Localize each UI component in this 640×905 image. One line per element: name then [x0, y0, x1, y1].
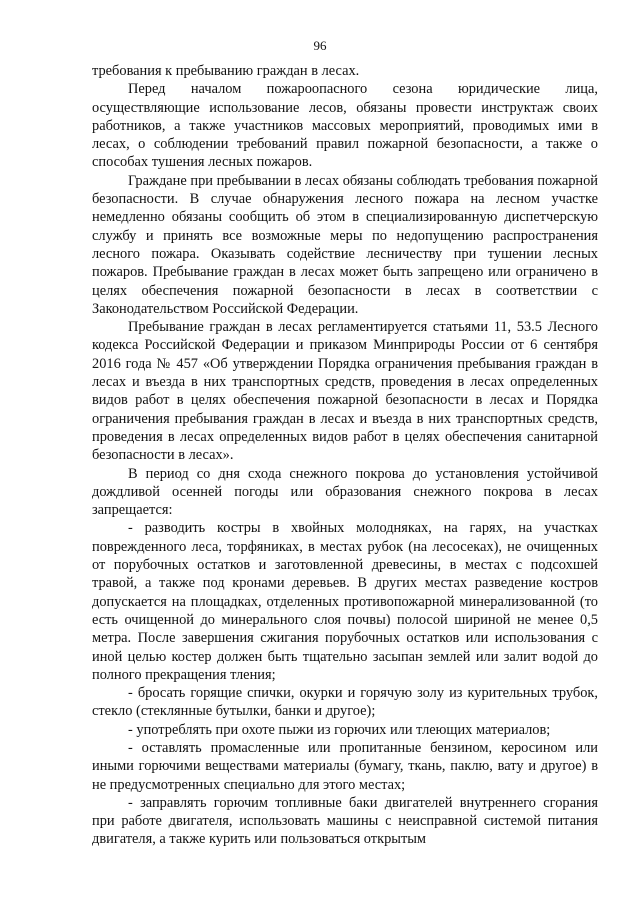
list-item: - употреблять при охоте пыжи из горючих или тлеющих материалов;	[128, 721, 551, 738]
list-item: - разводить костры в хвойных молодняках, на гарях, на участках поврежденного леса, торфяниках, в местах рубок (на лесосеках), не очищенных от порубочных остатков и заготовленной древесины, в местах с подсохшей травой, а также под кронами деревьев. В других местах разведение костров допускается на площадках, отделенных противопожарной минерализованной (то есть очищенной до минерального слоя почвы) полосой шириной не менее 0,5 метра. После завершения сжигания порубочных остатков или использования с иной целью костер должен быть тщательно засыпан землей или залит водой до полного прекращения тления;	[92, 520, 598, 683]
list-item: - бросать горящие спички, окурки и горячую золу из курительных трубок, стекло (стеклянные бутылки, банки и другое);	[92, 685, 598, 720]
paragraph: Пребывание граждан в лесах регламентируется статьями 11, 53.5 Лесного кодекса Российской Федерации и приказом Минприроды России от 6 сентября 2016 года № 457 «Об утверждении Порядка ограничения пребывания граждан в лесах и въезда в них транспортных средств, проведения в лесах определенных видов работ в целях обеспечения пожарной безопасности в лесах и Порядка ограничения пребывания граждан в лесах и въезда в них транспортных средств, проведения в лесах определенных видов работ в целях обеспечения санитарной безопасности в лесах».	[92, 319, 598, 464]
paragraph: Перед началом пожароопасного сезона юридические лица, осуществляющие использование лесов, обязаны провести инструктаж своих работников, а также участников массовых мероприятий, проводимых ими в лесах, о соблюдении требований правил пожарной безопасности, а также о способах тушения лесных пожаров.	[92, 81, 598, 171]
list-item: - заправлять горючим топливные баки двигателей внутреннего сгорания при работе двигателя, использовать машины с неисправной системой питания двигателя, а также курить или пользоваться открытым	[92, 794, 598, 848]
body-text	[92, 62, 598, 849]
list-item: - оставлять промасленные или пропитанные бензином, керосином или иными горючими веществами материалы (бумагу, ткань, паклю, вату и другое) в не предусмотренных специально для этого местах;	[92, 739, 598, 793]
paragraph: Граждане при пребывании в лесах обязаны соблюдать требования пожарной безопасности. В случае обнаружения лесного пожара на лесном участке немедленно обязаны сообщить об этом в специализированную диспетчерскую службу и принять все возможные меры по недопущению распространения лесного пожара. Оказывать содействие лесничеству при тушении лесных пожаров. Пребывание граждан в лесах может быть запрещено или ограничено в целях обеспечения пожарной безопасности в лесах в соответствии с Законодательством Российской Федерации.	[92, 172, 598, 317]
page-number: 96	[313, 38, 327, 53]
paragraph: В период со дня схода снежного покрова до установления устойчивой дождливой осенней погоды или образования снежного покрова в лесах запрещается:	[92, 465, 598, 519]
paragraph-continuation: требования к пребыванию граждан в лесах.	[92, 63, 360, 79]
